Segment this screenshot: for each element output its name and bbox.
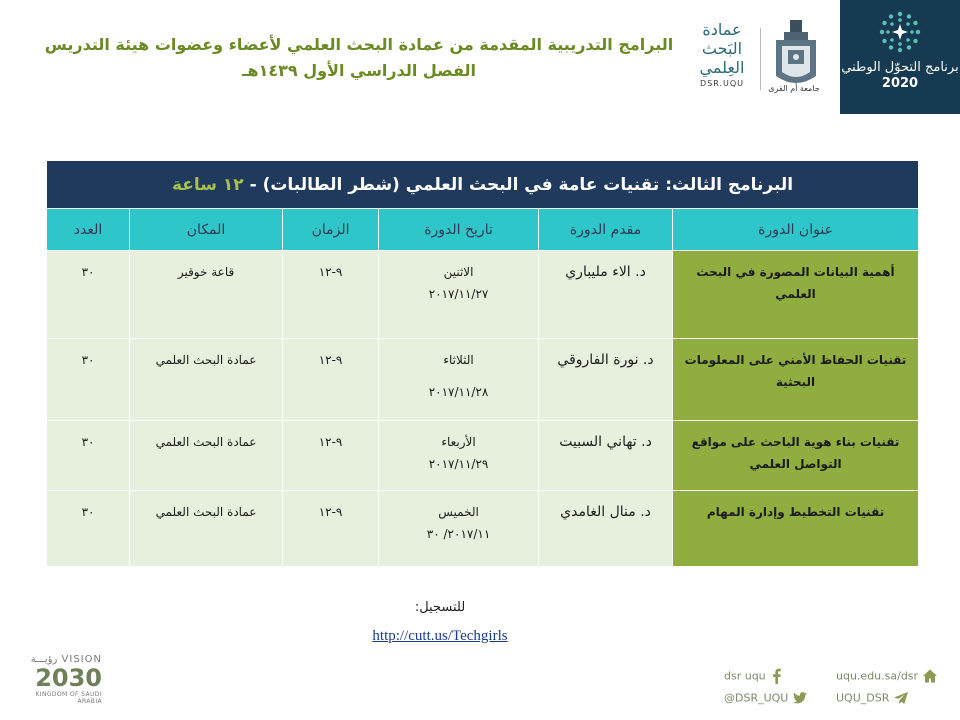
course-place: عمادة البحث العلمي — [130, 491, 283, 567]
program-badge-year: 2020 — [881, 76, 919, 91]
column-header-course: عنوان الدورة — [673, 209, 919, 251]
course-title: تقنيات التخطيط وإدارة المهام — [673, 491, 919, 567]
vision-top-text: VISION رؤيـــة — [30, 654, 102, 665]
column-header-time: الزمان — [283, 209, 379, 251]
course-day: الخميس — [438, 505, 479, 519]
course-date-value: ٢٠١٧/١١/٢٨ — [428, 385, 489, 399]
twitter-handle: @DSR_UQU — [724, 691, 789, 705]
course-title: تقنيات الحفاظ الأمني على المعلومات البحثية — [673, 339, 919, 421]
program-badge-line1: برنامج التحوّل الوطني — [841, 60, 959, 75]
table-row — [47, 339, 919, 421]
course-place: قاعة خوقير — [130, 251, 283, 339]
course-presenter: د. الاء مليباري — [539, 251, 673, 339]
vision-year: 2030 — [35, 664, 102, 692]
course-count: ٣٠ — [47, 339, 130, 421]
national-transformation-badge — [840, 0, 960, 114]
twitter-icon — [792, 690, 808, 706]
course-time: ٩-١٢ — [283, 491, 379, 567]
vision-subtitle: KINGDOM OF SAUDI ARABIA — [35, 691, 102, 705]
table-row — [47, 251, 919, 339]
home-icon — [922, 668, 938, 684]
course-day: الاثنين — [443, 265, 474, 279]
program-title-bar — [47, 161, 919, 209]
course-date-value: ٢٠١٧/١١/٢٩ — [428, 457, 489, 471]
program-hours: ١٢ ساعة — [171, 174, 244, 195]
course-title: تقنيات بناء هوية الباحث على مواقع التواصل العلمي — [673, 421, 919, 491]
page-title — [44, 32, 674, 84]
facebook-handle: dsr uqu — [724, 669, 766, 683]
star-emblem-icon — [878, 10, 922, 54]
program-table — [46, 160, 919, 567]
facebook-contact[interactable] — [724, 668, 785, 684]
course-date-value: ٢٠١٧/١١/ ٣٠ — [426, 527, 491, 541]
column-header-presenter: مقدم الدورة — [539, 209, 673, 251]
course-title: أهمية البيانات المصورة في البحث العلمي — [673, 251, 919, 339]
page-title-line1: البرامج التدريبية المقدمة من عمادة البحث العلمي لأعضاء وعضوات هيئة التدريس — [44, 35, 674, 54]
dsr-logo-word2: البَحث — [701, 39, 743, 58]
course-day: الثلاثاء — [443, 353, 474, 367]
course-presenter: د. نورة الفاروقي — [539, 339, 673, 421]
course-date — [379, 491, 539, 567]
university-name: جامعة أم القرى — [768, 84, 820, 93]
column-header-place: المكان — [130, 209, 283, 251]
course-presenter: د. تهاني السبيت — [539, 421, 673, 491]
vision-2030-logo — [10, 654, 102, 714]
course-count: ٣٠ — [47, 491, 130, 567]
column-header-date: تاريخ الدورة — [379, 209, 539, 251]
course-date — [379, 339, 539, 421]
website-url: uqu.edu.sa/dsr — [836, 669, 919, 683]
dsr-logo-word1: عمادة — [702, 20, 742, 39]
dsr-logo — [688, 20, 756, 88]
page-title-line2: الفصل الدراسي الأول ١٤٣٩هـ — [242, 61, 476, 80]
course-count: ٣٠ — [47, 421, 130, 491]
course-place: عمادة البحث العلمي — [130, 421, 283, 491]
course-time: ٩-١٢ — [283, 339, 379, 421]
facebook-icon — [769, 668, 785, 684]
registration-link[interactable]: http://cutt.us/Techgirls — [372, 628, 508, 644]
telegram-icon — [893, 690, 909, 706]
program-title-separator: - — [249, 174, 257, 195]
telegram-contact[interactable] — [836, 690, 909, 706]
program-title: البرنامج الثالث: تقنيات عامة في البحث العلمي (شطر الطالبات) — [262, 174, 794, 195]
table-row — [47, 491, 919, 567]
course-day: الأربعاء — [441, 435, 476, 449]
course-date — [379, 251, 539, 339]
course-count: ٣٠ — [47, 251, 130, 339]
column-header-count: العدد — [47, 209, 130, 251]
logo-divider — [760, 28, 761, 90]
dsr-logo-word3: العِلمي — [699, 58, 745, 77]
table-row — [47, 421, 919, 491]
course-date — [379, 421, 539, 491]
course-date-value: ٢٠١٧/١١/٢٧ — [428, 287, 489, 301]
course-place: عمادة البحث العلمي — [130, 339, 283, 421]
course-presenter: د. منال الغامدي — [539, 491, 673, 567]
telegram-handle: UQU_DSR — [836, 691, 890, 705]
dsr-logo-abbr: DSR.UQU — [699, 79, 745, 88]
course-time: ٩-١٢ — [283, 421, 379, 491]
course-time: ٩-١٢ — [283, 251, 379, 339]
website-contact[interactable] — [836, 668, 938, 684]
twitter-contact[interactable] — [724, 690, 808, 706]
registration-label: للتسجيل: — [414, 600, 466, 615]
